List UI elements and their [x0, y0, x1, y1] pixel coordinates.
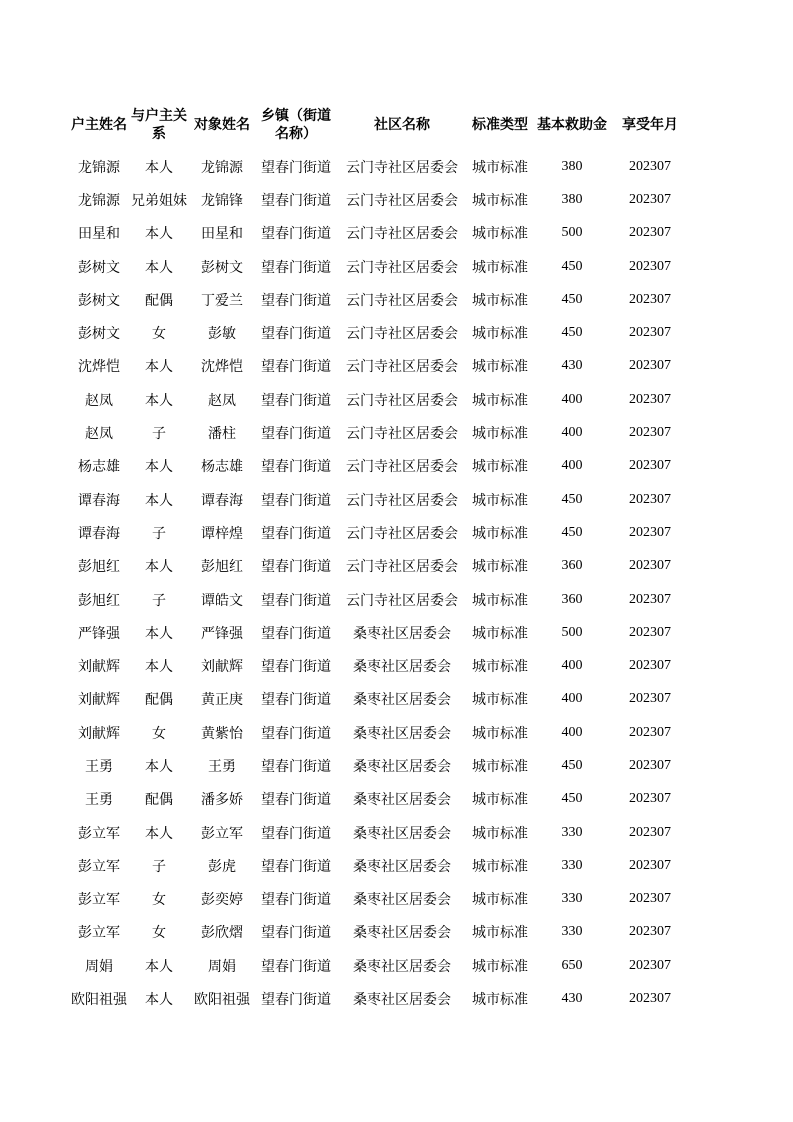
town-street-cell: 望春门街道 — [261, 892, 331, 909]
household-head-cell: 谭春海 — [78, 492, 120, 509]
household-head-cell: 彭立军 — [78, 858, 120, 875]
town-street-cell: 望春门街道 — [261, 692, 331, 709]
table-row — [68, 416, 688, 449]
benefit-month-cell: 202307 — [629, 458, 671, 474]
header-standard-type: 标准类型 — [472, 117, 528, 133]
recipient-name-cell: 赵凤 — [208, 392, 236, 409]
table-row — [68, 716, 688, 749]
basic-allowance-cell: 330 — [561, 891, 583, 907]
recipient-name-cell: 谭梓煌 — [201, 525, 243, 542]
household-head-cell: 彭立军 — [78, 825, 120, 842]
recipient-name-cell: 谭春海 — [201, 492, 243, 509]
table-row — [68, 749, 688, 782]
header-community: 社区名称 — [374, 117, 430, 133]
basic-allowance-cell: 330 — [561, 857, 583, 873]
town-street-cell: 望春门街道 — [261, 858, 331, 875]
household-head-cell: 王勇 — [85, 792, 113, 809]
recipient-name-cell: 黄正庚 — [201, 692, 243, 709]
standard-type-cell: 城市标准 — [472, 192, 528, 209]
community-cell: 桑枣社区居委会 — [353, 659, 451, 676]
table-row — [68, 250, 688, 283]
household-head-cell: 沈烨恺 — [78, 359, 120, 376]
community-cell: 云门寺社区居委会 — [346, 326, 458, 343]
recipient-name-cell: 严锋强 — [201, 625, 243, 642]
benefit-month-cell: 202307 — [629, 857, 671, 873]
basic-allowance-cell: 500 — [561, 225, 583, 241]
header-household-head: 户主姓名 — [71, 117, 127, 133]
basic-allowance-cell: 450 — [561, 325, 583, 341]
benefit-month-cell: 202307 — [629, 891, 671, 907]
recipient-name-cell: 龙锦锋 — [201, 192, 243, 209]
basic-allowance-cell: 500 — [561, 624, 583, 640]
community-cell: 云门寺社区居委会 — [346, 226, 458, 243]
table-row — [68, 683, 688, 716]
recipient-name-cell: 彭敏 — [208, 326, 236, 343]
basic-allowance-cell: 450 — [561, 524, 583, 540]
benefit-month-cell: 202307 — [629, 191, 671, 207]
basic-allowance-cell: 430 — [561, 991, 583, 1007]
relationship-cell: 女 — [152, 925, 166, 942]
standard-type-cell: 城市标准 — [472, 625, 528, 642]
town-street-cell: 望春门街道 — [261, 725, 331, 742]
community-cell: 桑枣社区居委会 — [353, 692, 451, 709]
household-head-cell: 欧阳祖强 — [71, 992, 127, 1009]
basic-allowance-cell: 450 — [561, 491, 583, 507]
town-street-cell: 望春门街道 — [261, 159, 331, 176]
community-cell: 云门寺社区居委会 — [346, 359, 458, 376]
town-street-cell: 望春门街道 — [261, 192, 331, 209]
standard-type-cell: 城市标准 — [472, 459, 528, 476]
header-town-street: 乡镇（街道名称） — [261, 108, 331, 142]
household-head-cell: 彭旭红 — [78, 559, 120, 576]
standard-type-cell: 城市标准 — [472, 326, 528, 343]
basic-allowance-cell: 450 — [561, 258, 583, 274]
recipient-name-cell: 刘献辉 — [201, 659, 243, 676]
household-head-cell: 刘献辉 — [78, 725, 120, 742]
household-head-cell: 王勇 — [85, 758, 113, 775]
standard-type-cell: 城市标准 — [472, 226, 528, 243]
header-recipient-name: 对象姓名 — [194, 117, 250, 133]
table-row — [68, 949, 688, 982]
household-head-cell: 彭立军 — [78, 892, 120, 909]
basic-allowance-cell: 450 — [561, 757, 583, 773]
benefit-month-cell: 202307 — [629, 158, 671, 174]
recipient-name-cell: 龙锦源 — [201, 159, 243, 176]
town-street-cell: 望春门街道 — [261, 825, 331, 842]
community-cell: 云门寺社区居委会 — [346, 292, 458, 309]
standard-type-cell: 城市标准 — [472, 292, 528, 309]
community-cell: 桑枣社区居委会 — [353, 825, 451, 842]
standard-type-cell: 城市标准 — [472, 426, 528, 443]
benefit-month-cell: 202307 — [629, 558, 671, 574]
benefit-month-cell: 202307 — [629, 491, 671, 507]
standard-type-cell: 城市标准 — [472, 392, 528, 409]
town-street-cell: 望春门街道 — [261, 559, 331, 576]
household-head-cell: 严锋强 — [78, 625, 120, 642]
recipient-name-cell: 彭旭红 — [201, 559, 243, 576]
recipient-name-cell: 黄紫怡 — [201, 725, 243, 742]
basic-allowance-cell: 330 — [561, 824, 583, 840]
recipient-name-cell: 欧阳祖强 — [194, 992, 250, 1009]
standard-type-cell: 城市标准 — [472, 925, 528, 942]
household-head-cell: 杨志雄 — [78, 459, 120, 476]
recipient-name-cell: 彭树文 — [201, 259, 243, 276]
recipient-name-cell: 周娟 — [208, 958, 236, 975]
household-head-cell: 赵凤 — [85, 392, 113, 409]
standard-type-cell: 城市标准 — [472, 725, 528, 742]
relationship-cell: 本人 — [145, 625, 173, 642]
town-street-cell: 望春门街道 — [261, 992, 331, 1009]
basic-allowance-cell: 400 — [561, 691, 583, 707]
basic-allowance-cell: 430 — [561, 358, 583, 374]
community-cell: 桑枣社区居委会 — [353, 992, 451, 1009]
benefit-month-cell: 202307 — [629, 258, 671, 274]
town-street-cell: 望春门街道 — [261, 758, 331, 775]
household-head-cell: 彭树文 — [78, 292, 120, 309]
table-row — [68, 383, 688, 416]
benefit-month-cell: 202307 — [629, 325, 671, 341]
household-head-cell: 彭旭红 — [78, 592, 120, 609]
relationship-cell: 子 — [152, 858, 166, 875]
basic-allowance-cell: 650 — [561, 957, 583, 973]
community-cell: 云门寺社区居委会 — [346, 525, 458, 542]
benefit-month-cell: 202307 — [629, 391, 671, 407]
town-street-cell: 望春门街道 — [261, 792, 331, 809]
recipient-name-cell: 潘柱 — [208, 426, 236, 443]
community-cell: 桑枣社区居委会 — [353, 725, 451, 742]
standard-type-cell: 城市标准 — [472, 858, 528, 875]
household-head-cell: 彭树文 — [78, 326, 120, 343]
relationship-cell: 子 — [152, 426, 166, 443]
relief-roster-table — [68, 100, 688, 1016]
benefit-month-cell: 202307 — [629, 658, 671, 674]
relationship-cell: 本人 — [145, 459, 173, 476]
benefit-month-cell: 202307 — [629, 924, 671, 940]
household-head-cell: 刘献辉 — [78, 659, 120, 676]
recipient-name-cell: 彭欣熠 — [201, 925, 243, 942]
recipient-name-cell: 田星和 — [201, 226, 243, 243]
relationship-cell: 女 — [152, 892, 166, 909]
benefit-month-cell: 202307 — [629, 691, 671, 707]
table-row — [68, 350, 688, 383]
table-header — [68, 100, 688, 150]
header-row — [68, 100, 688, 150]
relationship-cell: 本人 — [145, 992, 173, 1009]
community-cell: 云门寺社区居委会 — [346, 592, 458, 609]
household-head-cell: 田星和 — [78, 226, 120, 243]
household-head-cell: 赵凤 — [85, 426, 113, 443]
header-benefit-month: 享受年月 — [622, 117, 678, 133]
basic-allowance-cell: 400 — [561, 724, 583, 740]
town-street-cell: 望春门街道 — [261, 492, 331, 509]
community-cell: 云门寺社区居委会 — [346, 426, 458, 443]
table-row — [68, 982, 688, 1015]
relationship-cell: 本人 — [145, 492, 173, 509]
basic-allowance-cell: 400 — [561, 458, 583, 474]
benefit-month-cell: 202307 — [629, 358, 671, 374]
standard-type-cell: 城市标准 — [472, 525, 528, 542]
recipient-name-cell: 谭皓文 — [201, 592, 243, 609]
recipient-name-cell: 彭虎 — [208, 858, 236, 875]
relationship-cell: 本人 — [145, 825, 173, 842]
town-street-cell: 望春门街道 — [261, 426, 331, 443]
table-row — [68, 150, 688, 183]
header-relationship: 与户主关系 — [131, 108, 187, 142]
town-street-cell: 望春门街道 — [261, 625, 331, 642]
relationship-cell: 配偶 — [145, 792, 173, 809]
table-row — [68, 450, 688, 483]
table-row — [68, 783, 688, 816]
community-cell: 云门寺社区居委会 — [346, 492, 458, 509]
community-cell: 桑枣社区居委会 — [353, 925, 451, 942]
community-cell: 云门寺社区居委会 — [346, 559, 458, 576]
table-row — [68, 183, 688, 216]
standard-type-cell: 城市标准 — [472, 592, 528, 609]
benefit-month-cell: 202307 — [629, 824, 671, 840]
table-row — [68, 316, 688, 349]
town-street-cell: 望春门街道 — [261, 259, 331, 276]
benefit-month-cell: 202307 — [629, 957, 671, 973]
basic-allowance-cell: 450 — [561, 291, 583, 307]
table-body — [68, 150, 688, 1016]
relationship-cell: 配偶 — [145, 692, 173, 709]
standard-type-cell: 城市标准 — [472, 892, 528, 909]
town-street-cell: 望春门街道 — [261, 392, 331, 409]
community-cell: 桑枣社区居委会 — [353, 792, 451, 809]
basic-allowance-cell: 400 — [561, 391, 583, 407]
benefit-month-cell: 202307 — [629, 425, 671, 441]
relationship-cell: 本人 — [145, 226, 173, 243]
relationship-cell: 本人 — [145, 159, 173, 176]
household-head-cell: 周娟 — [85, 958, 113, 975]
community-cell: 桑枣社区居委会 — [353, 892, 451, 909]
town-street-cell: 望春门街道 — [261, 592, 331, 609]
community-cell: 桑枣社区居委会 — [353, 625, 451, 642]
relationship-cell: 子 — [152, 525, 166, 542]
benefit-month-cell: 202307 — [629, 724, 671, 740]
recipient-name-cell: 王勇 — [208, 758, 236, 775]
relationship-cell: 本人 — [145, 758, 173, 775]
relationship-cell: 子 — [152, 592, 166, 609]
town-street-cell: 望春门街道 — [261, 359, 331, 376]
community-cell: 云门寺社区居委会 — [346, 192, 458, 209]
town-street-cell: 望春门街道 — [261, 459, 331, 476]
benefit-month-cell: 202307 — [629, 624, 671, 640]
table-row — [68, 283, 688, 316]
benefit-month-cell: 202307 — [629, 757, 671, 773]
relationship-cell: 本人 — [145, 958, 173, 975]
table-row — [68, 550, 688, 583]
standard-type-cell: 城市标准 — [472, 992, 528, 1009]
recipient-name-cell: 潘多娇 — [201, 792, 243, 809]
basic-allowance-cell: 380 — [561, 158, 583, 174]
household-head-cell: 彭立军 — [78, 925, 120, 942]
relationship-cell: 本人 — [145, 392, 173, 409]
benefit-month-cell: 202307 — [629, 791, 671, 807]
recipient-name-cell: 彭立军 — [201, 825, 243, 842]
table-row — [68, 816, 688, 849]
basic-allowance-cell: 360 — [561, 558, 583, 574]
benefit-month-cell: 202307 — [629, 591, 671, 607]
town-street-cell: 望春门街道 — [261, 958, 331, 975]
benefit-month-cell: 202307 — [629, 225, 671, 241]
relationship-cell: 本人 — [145, 359, 173, 376]
household-head-cell: 刘献辉 — [78, 692, 120, 709]
community-cell: 桑枣社区居委会 — [353, 858, 451, 875]
relationship-cell: 本人 — [145, 259, 173, 276]
standard-type-cell: 城市标准 — [472, 825, 528, 842]
relationship-cell: 本人 — [145, 559, 173, 576]
table-row — [68, 483, 688, 516]
community-cell: 桑枣社区居委会 — [353, 758, 451, 775]
standard-type-cell: 城市标准 — [472, 958, 528, 975]
table-row — [68, 916, 688, 949]
table-row — [68, 883, 688, 916]
town-street-cell: 望春门街道 — [261, 659, 331, 676]
standard-type-cell: 城市标准 — [472, 259, 528, 276]
table-row — [68, 849, 688, 882]
relationship-cell: 本人 — [145, 659, 173, 676]
relationship-cell: 兄弟姐妹 — [131, 192, 187, 209]
town-street-cell: 望春门街道 — [261, 226, 331, 243]
household-head-cell: 龙锦源 — [78, 159, 120, 176]
community-cell: 云门寺社区居委会 — [346, 392, 458, 409]
table-row — [68, 649, 688, 682]
household-head-cell: 谭春海 — [78, 525, 120, 542]
table-row — [68, 583, 688, 616]
basic-allowance-cell: 450 — [561, 791, 583, 807]
community-cell: 云门寺社区居委会 — [346, 159, 458, 176]
benefit-month-cell: 202307 — [629, 524, 671, 540]
table-row — [68, 516, 688, 549]
basic-allowance-cell: 400 — [561, 658, 583, 674]
standard-type-cell: 城市标准 — [472, 559, 528, 576]
standard-type-cell: 城市标准 — [472, 492, 528, 509]
basic-allowance-cell: 380 — [561, 191, 583, 207]
community-cell: 桑枣社区居委会 — [353, 958, 451, 975]
standard-type-cell: 城市标准 — [472, 159, 528, 176]
benefit-month-cell: 202307 — [629, 291, 671, 307]
recipient-name-cell: 彭奕婷 — [201, 892, 243, 909]
household-head-cell: 龙锦源 — [78, 192, 120, 209]
standard-type-cell: 城市标准 — [472, 792, 528, 809]
recipient-name-cell: 杨志雄 — [201, 459, 243, 476]
table-row — [68, 616, 688, 649]
recipient-name-cell: 沈烨恺 — [201, 359, 243, 376]
community-cell: 云门寺社区居委会 — [346, 459, 458, 476]
town-street-cell: 望春门街道 — [261, 326, 331, 343]
relationship-cell: 配偶 — [145, 292, 173, 309]
relationship-cell: 女 — [152, 725, 166, 742]
household-head-cell: 彭树文 — [78, 259, 120, 276]
standard-type-cell: 城市标准 — [472, 359, 528, 376]
town-street-cell: 望春门街道 — [261, 925, 331, 942]
benefit-month-cell: 202307 — [629, 991, 671, 1007]
basic-allowance-cell: 400 — [561, 425, 583, 441]
basic-allowance-cell: 330 — [561, 924, 583, 940]
standard-type-cell: 城市标准 — [472, 692, 528, 709]
town-street-cell: 望春门街道 — [261, 525, 331, 542]
community-cell: 云门寺社区居委会 — [346, 259, 458, 276]
header-basic-allowance: 基本救助金 — [537, 117, 607, 133]
table-row — [68, 217, 688, 250]
standard-type-cell: 城市标准 — [472, 758, 528, 775]
town-street-cell: 望春门街道 — [261, 292, 331, 309]
basic-allowance-cell: 360 — [561, 591, 583, 607]
recipient-name-cell: 丁爱兰 — [201, 292, 243, 309]
standard-type-cell: 城市标准 — [472, 659, 528, 676]
relationship-cell: 女 — [152, 326, 166, 343]
